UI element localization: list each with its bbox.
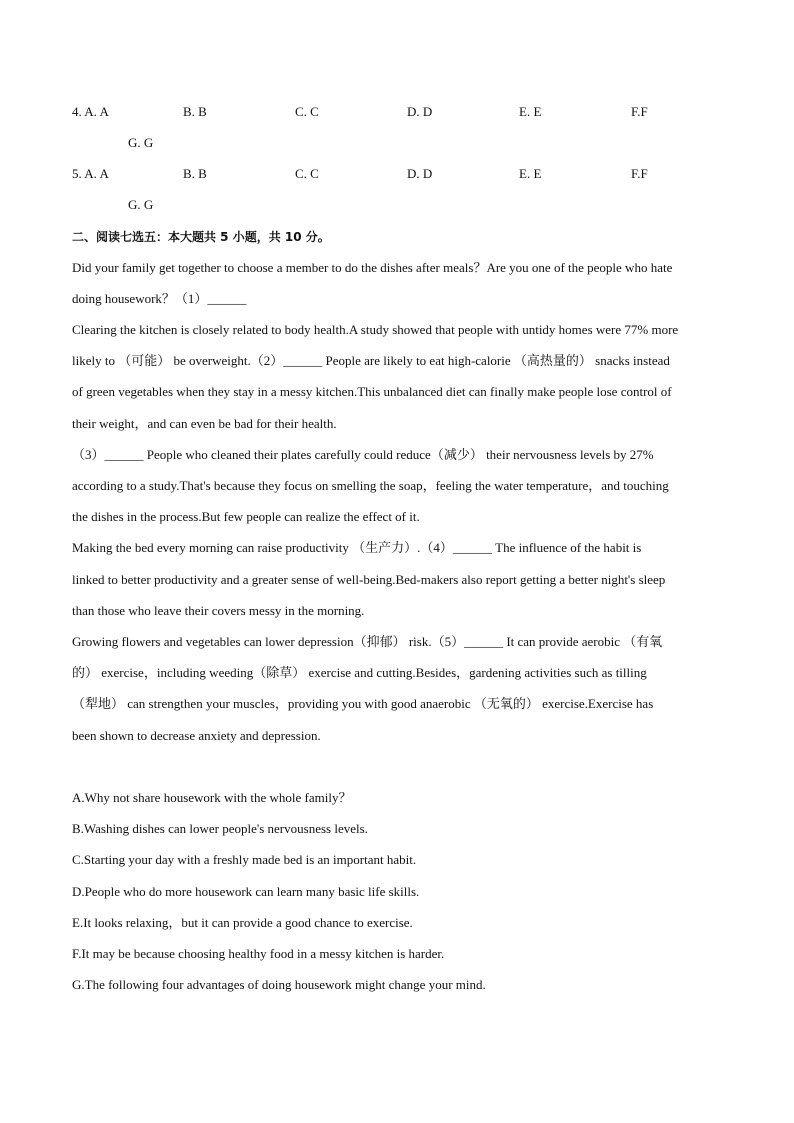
question-5-options-wrap (72, 195, 722, 215)
option-b: B. B (183, 166, 207, 181)
option-a: A. A (84, 166, 109, 181)
passage-line: （犁地） can strengthen your muscles，providing you with good anaerobic （无氧的） exercise.Exercise has (72, 696, 654, 711)
question-5-options (72, 164, 722, 184)
choice-g: G.The following four advantages of doing housework might change your mind. (72, 977, 486, 992)
passage-line: linked to better productivity and a greater sense of well-being.Bed-makers also report getting a better night's sleep (72, 572, 666, 587)
option-b: B. B (183, 104, 207, 119)
choice-c: C.Starting your day with a freshly made bed is an important habit. (72, 852, 417, 867)
option-f: F.F (631, 104, 648, 119)
option-c: C. C (295, 166, 319, 181)
passage-line: according to a study.That's because they focus on smelling the soap，feeling the water temperature，and touching (72, 478, 669, 493)
passage-line: Clearing the kitchen is closely related to body health.A study showed that people with untidy homes were 77% more (72, 322, 679, 337)
passage-line: likely to （可能） be overweight.（2）______ People are likely to eat high-calorie （高热量的） snacks instead (72, 353, 670, 368)
option-d: D. D (407, 104, 433, 119)
option-g: G. G (128, 197, 154, 212)
passage-line: than those who leave their covers messy in the morning. (72, 603, 365, 618)
passage-line: Growing flowers and vegetables can lower depression（抑郁） risk.（5）______ It can provide aerobic （有氧 (72, 634, 663, 649)
choice-d: D.People who do more housework can learn many basic life skills. (72, 884, 420, 899)
option-e: E. E (519, 104, 542, 119)
choice-e: E.It looks relaxing，but it can provide a good chance to exercise. (72, 915, 413, 930)
passage-line: been shown to decrease anxiety and depression. (72, 728, 321, 743)
passage-line: the dishes in the process.But few people can realize the effect of it. (72, 509, 420, 524)
passage-line: （3）______ People who cleaned their plates carefully could reduce（减少） their nervousness levels by 27% (72, 447, 654, 462)
passage-line: Did your family get together to choose a member to do the dishes after meals？Are you one of the people who hate (72, 260, 673, 275)
passage-line: their weight，and can even be bad for their health. (72, 416, 337, 431)
passage-line: Making the bed every morning can raise productivity （生产力）.（4）______ The influence of the habit is (72, 540, 642, 555)
option-f: F.F (631, 166, 648, 181)
passage-line: of green vegetables when they stay in a messy kitchen.This unbalanced diet can finally make people lose control of (72, 384, 672, 399)
choice-b: B.Washing dishes can lower people's nervousness levels. (72, 821, 368, 836)
question-4-number-and-option-a (72, 102, 109, 122)
question-number: 4. (72, 104, 82, 119)
question-4-options (72, 102, 722, 122)
choice-f: F.It may be because choosing healthy food in a messy kitchen is harder. (72, 946, 445, 961)
question-number: 5. (72, 166, 82, 181)
option-a: A. A (84, 104, 109, 119)
option-d: D. D (407, 166, 433, 181)
option-c: C. C (295, 104, 319, 119)
option-g: G. G (128, 135, 154, 150)
question-4-options-wrap (72, 133, 722, 153)
section-heading: 二、阅读七选五：本大题共 5 小题，共 10 分。 (72, 230, 330, 244)
choice-a: A.Why not share housework with the whole family？ (72, 790, 352, 805)
passage-line: 的） exercise，including weeding（除草） exercise and cutting.Besides，gardening activities such as tilling (72, 665, 647, 680)
option-e: E. E (519, 166, 542, 181)
passage-line: doing housework？（1）______ (72, 291, 247, 306)
question-5-number-and-option-a (72, 164, 109, 184)
